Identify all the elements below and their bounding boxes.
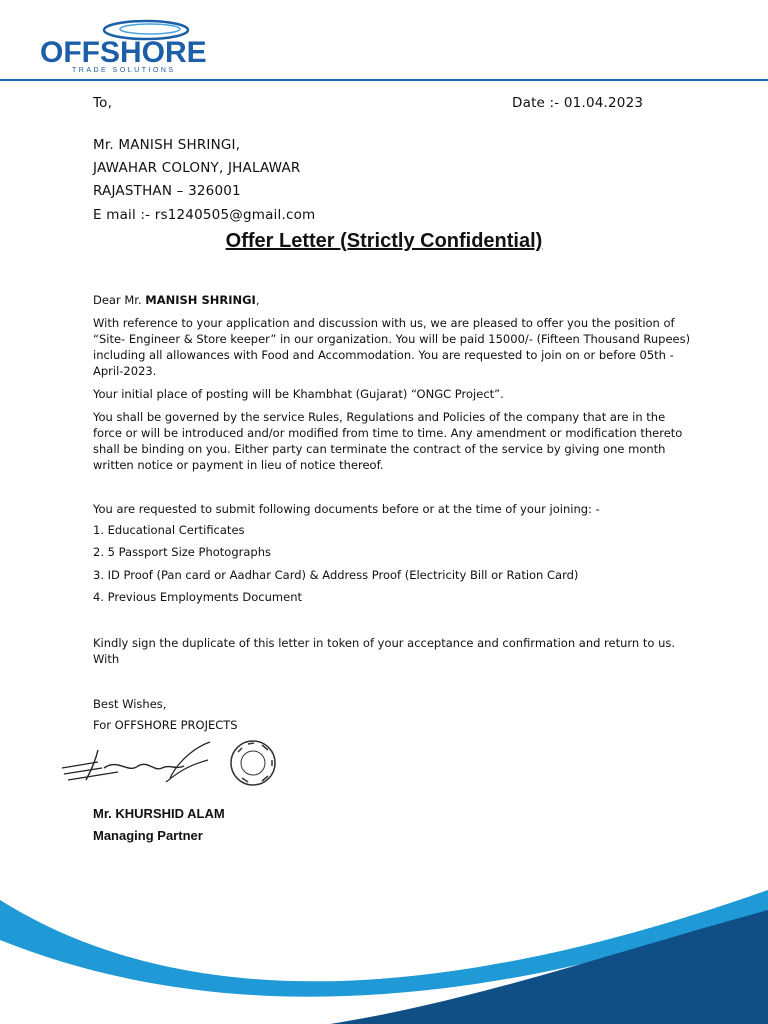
company-logo — [38, 14, 238, 76]
salutation-prefix: Dear Mr. — [93, 293, 146, 307]
offer-paragraph: With reference to your application and discussion with us, we are pleased to offer you the position of “Site- Engineer & Store keeper” in our organization. You will be paid 15000/- (Fifteen Thousand Rupees) including all allowances with Food and Accommodation. You are requested to join on or before 05th - April-2023. — [93, 316, 691, 378]
posting-paragraph: Your initial place of posting will be Khambhat (Gujarat) “ONGC Project”. — [93, 387, 504, 401]
signature-image — [58, 738, 218, 788]
logo-subtext: TRADE SOLUTIONS — [72, 67, 176, 74]
address-line-1: JAWAHAR COLONY, JHALAWAR — [93, 160, 301, 176]
acceptance-paragraph: Kindly sign the duplicate of this letter in token of your acceptance and confirmation and return to us. With — [93, 636, 676, 666]
document-item: 4. Previous Employments Document — [93, 590, 302, 604]
closing-line: Best Wishes, — [93, 697, 167, 711]
logo-text: OFFSHORE — [40, 36, 207, 69]
signer-name: Mr. KHURSHID ALAM — [93, 806, 225, 821]
salutation-name: MANISH SHRINGI — [145, 293, 256, 307]
terms-paragraph: You shall be governed by the service Rules, Regulations and Policies of the company that are in the force or will be introduced and/or modified from time to time. Any amendment or modification thereto shall be binding on you. Either party can terminate the contract of the service by giving one month written notice or payment in lieu of notice thereof. — [93, 410, 683, 472]
recipient-name: Mr. MANISH SHRINGI, — [93, 137, 241, 153]
address-line-2: RAJASTHAN – 326001 — [93, 183, 241, 199]
to-label: To, — [93, 95, 113, 111]
document-item: 2. 5 Passport Size Photographs — [93, 545, 271, 559]
documents-intro: You are requested to submit following documents before or at the time of your joining: - — [93, 502, 600, 516]
footer-wave-decoration — [0, 870, 768, 1024]
salutation-suffix: , — [255, 293, 260, 307]
letter-date: Date :- 01.04.2023 — [512, 95, 644, 111]
company-line: For OFFSHORE PROJECTS — [93, 718, 238, 732]
header-divider — [0, 79, 768, 81]
letter-title: Offer Letter (Strictly Confidential) — [225, 230, 543, 252]
document-item: 1. Educational Certificates — [93, 523, 245, 537]
company-seal — [228, 738, 278, 788]
signer-title: Managing Partner — [93, 828, 203, 843]
document-item: 3. ID Proof (Pan card or Aadhar Card) & Address Proof (Electricity Bill or Ration Card) — [93, 568, 579, 582]
recipient-email: E mail :- rs1240505@gmail.com — [93, 207, 316, 223]
salutation — [93, 292, 693, 308]
